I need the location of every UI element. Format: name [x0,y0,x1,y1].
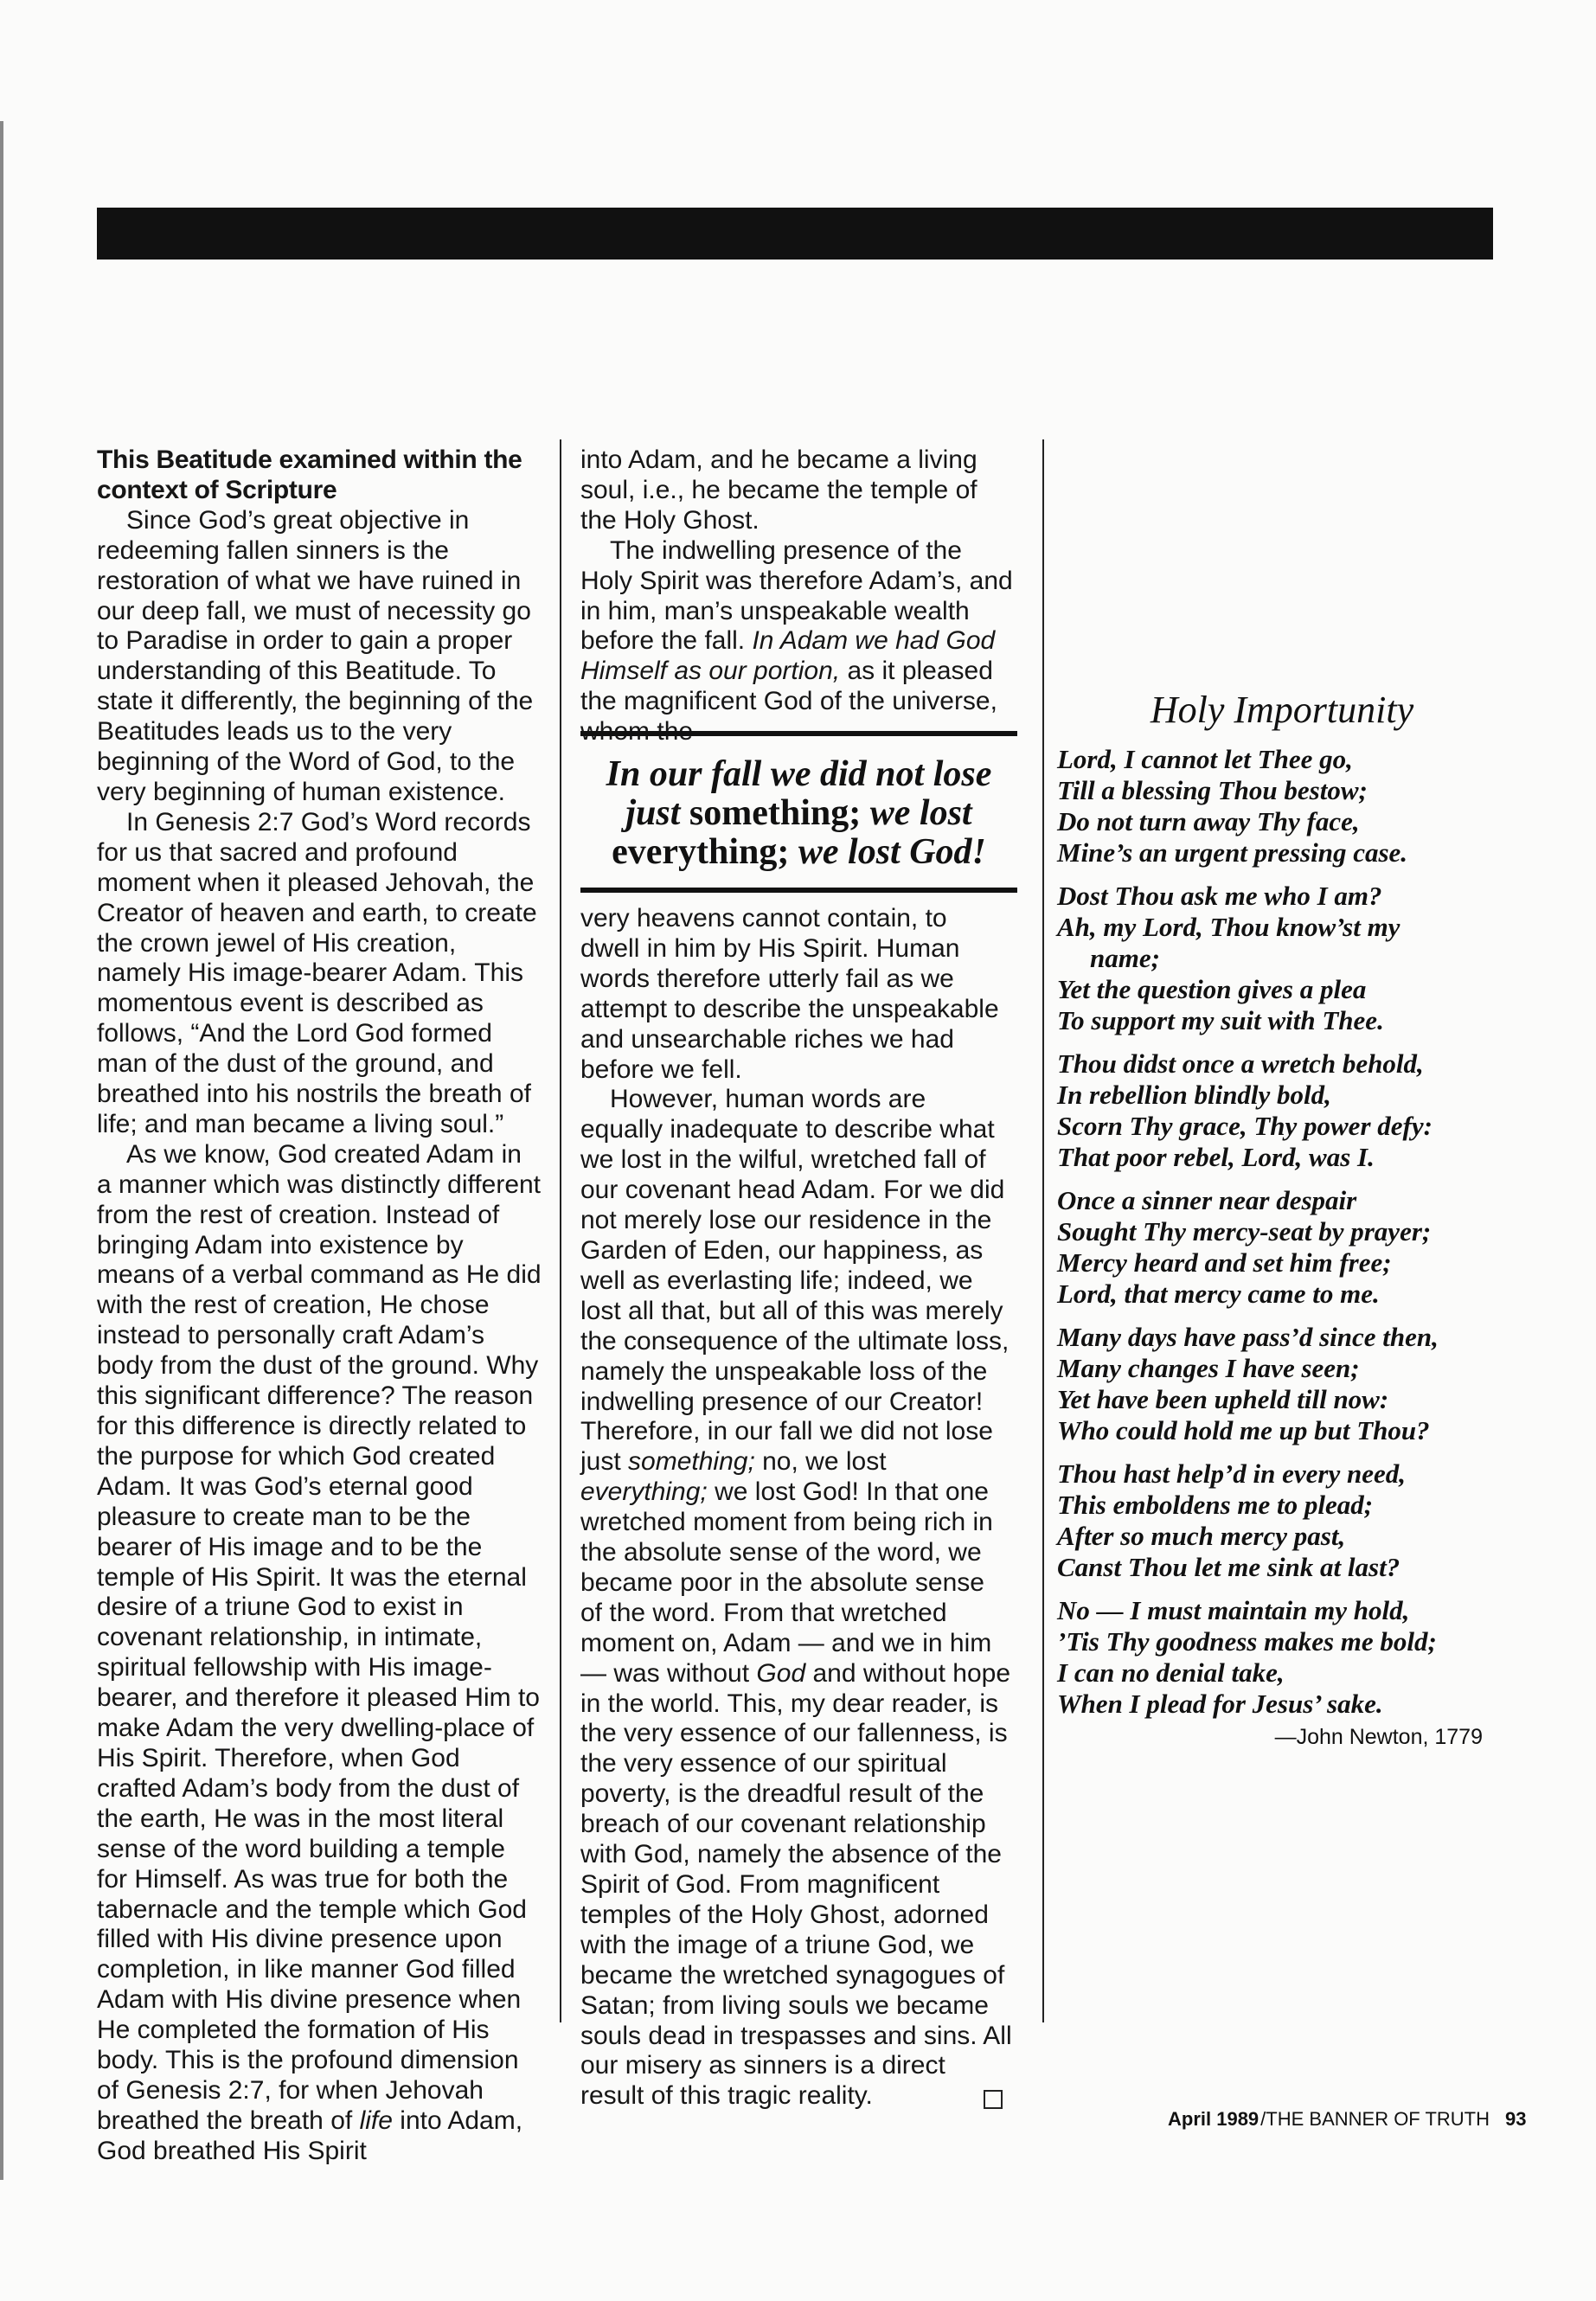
emphasis: life [359,2106,393,2135]
emphasis: In Adam we had God Himself as our portion, [580,626,996,686]
column-rule [560,439,561,2022]
poem-line: Ah, my Lord, Thou know’st my [1057,912,1401,942]
page-number: 93 [1505,2108,1527,2130]
poem-line: I can no denial take, [1057,1657,1285,1688]
poem-line: ’Tis Thy goodness makes me bold; [1057,1626,1437,1657]
poem-line: name; [1090,943,1160,973]
poem-line: When I plead for Jesus’ sake. [1057,1689,1383,1719]
stanza [1057,1322,1507,1446]
stanza [1057,744,1507,868]
stanza [1057,1458,1507,1583]
poem-line: Yet have been upheld till now: [1057,1384,1389,1414]
poem-line: This emboldens me to plead; [1057,1490,1374,1520]
article-column-1 [97,445,542,2167]
poem-attribution: —John Newton, 1779 [1274,1725,1483,1749]
poem-line: Thou hast help’d in every need, [1057,1458,1406,1489]
pull-quote-text: In our fall we did not lose just something; we lost everything; we lost God! [606,754,992,872]
poem-line: Lord, I cannot let Thee go, [1057,744,1353,774]
paragraph: However, human words are equally inadequate to describe what we lost in the wilful, wretched fall of our covenant head Adam. For we did not merely lose our residence in the Garden of Eden, our happiness, as well as everlasting life; indeed, we lost all that, but all of this was merely the consequence of the ultimate loss, namely the unspeakable loss of the indwelling presence of our Creator! Therefore, in our fall we did not lose just something; no, we lost everything; we lost God! In that one wretched moment from being rich in the absolute sense of the word, we became poor in the absolute sense of the word. From that wretched moment on, Adam — and we in him — was without God and without hope in the world. This, my dear reader, is the very essence of our fallenness, is the very essence of our spiritual poverty, is the dreadful result of the breach of our covenant relationship with God, namely the absence of the Spirit of God. From magnificent temples of the Holy Ghost, adorned with the image of a triune God, we became the wretched synagogues of Satan; from living souls we became souls dead in trespasses and sins. All our misery as sinners is a direct result of this tragic reality. [580,1085,1012,2111]
paragraph: As we know, God created Adam in a manner which was distinctly different from the rest of creation. Instead of bringing Adam into existence by means of a verbal command as He did with the rest of creation, He chose instead to personally craft Adam’s body from the dust of the ground. Why this significant difference? The reason for this difference is directly related to the purpose for which God created Adam. It was God’s eternal good pleasure to create man to be the bearer of His image and to be the temple of His Spirit. It was the eternal desire of a triune God to exist in covenant relationship, in intimate, spiritual fellowship with His image-bearer, and therefore it pleased Him to make Adam the very dwelling-place of His Spirit. Therefore, when God crafted Adam’s body from the dust of the earth, He was in the most literal sense of the word building a temple for Himself. As was true for both the tabernacle and the temple which God filled with His divine presence upon completion, in like manner God filled Adam with His divine presence when He completed the formation of His body. This is the profound dimension of Genesis 2:7, for when Jehovah breathed the breath of life into Adam, God breathed His Spirit [97,1139,542,2165]
poem-line: Thou didst once a wretch behold, [1057,1048,1424,1079]
poem-line: No — I must maintain my hold, [1057,1595,1410,1625]
end-mark-icon [984,2090,1003,2109]
section-heading: This Beatitude examined within the context of Scripture [97,445,522,504]
paragraph: very heavens cannot contain, to dwell in him by His Spirit. Human words therefore utterly fail as we attempt to describe the unspeakable and unsearchable riches we had before we fell. [580,904,999,1084]
poem-line: In rebellion blindly bold, [1057,1080,1331,1110]
pull-quote [580,731,1017,893]
poem-line: Lord, that mercy came to me. [1057,1279,1380,1309]
paragraph: In Genesis 2:7 God’s Word records for us that sacred and profound moment when it pleased Jehovah, the Creator of heaven and earth, to create the crown jewel of His creation, namely His image-bearer Adam. This momentous event is described as follows, “And the Lord God formed man of the dust of the ground, and breathed into his nostrils the breath of life; and man became a living soul.” [97,807,537,1138]
poem-line: Many days have pass’d since then, [1057,1322,1439,1352]
paragraph: into Adam, and he became a living soul, i.e., he became the temple of the Holy Ghost. [580,445,977,535]
poem-line: Till a blessing Thou bestow; [1057,775,1368,805]
poem-line: Mercy heard and set him free; [1057,1247,1392,1278]
stanza [1057,1595,1507,1720]
article-column-2 [580,445,1013,747]
scan-edge [0,121,3,2180]
pull-quote-rule [580,888,1017,893]
poem-line: Canst Thou let me sink at last? [1057,1552,1401,1582]
poem-line: Who could hold me up but Thou? [1057,1415,1430,1445]
poem-line: Once a sinner near despair [1057,1185,1357,1215]
magazine-name: /THE BANNER OF TRUTH [1260,2108,1490,2130]
poem-line: Dost Thou ask me who I am? [1057,881,1382,911]
paragraph: Since God’s great objective in redeeming fallen sinners is the restoration of what we have ruined in our deep fall, we must of necessity go to Paradise in order to gain a proper understanding of this Beatitude. To state it differently, the beginning of the Beatitudes leads us to the very beginning of the Word of God, to the very beginning of human existence. [97,505,534,806]
poem-title: Holy Importunity [1150,689,1414,731]
poem-line: After so much mercy past, [1057,1521,1346,1551]
poem-line: Many changes I have seen; [1057,1353,1360,1383]
poem-line: Yet the question gives a plea [1057,974,1367,1004]
header-bar [97,208,1493,260]
issue-date: April 1989 [1168,2108,1259,2130]
poem-line: To support my suit with Thee. [1057,1005,1384,1035]
poem-line: Scorn Thy grace, Thy power defy: [1057,1111,1433,1141]
poem-line: Sought Thy mercy-seat by prayer; [1057,1216,1432,1247]
poem-line: Do not turn away Thy face, [1057,806,1360,836]
page-footer [1168,2108,1526,2131]
poem-line: Mine’s an urgent pressing case. [1057,837,1408,868]
column-rule [1042,439,1044,2022]
article-column-2-continued [580,904,1013,2112]
stanza [1057,1048,1507,1173]
stanza [1057,881,1507,1036]
stanza [1057,1185,1507,1310]
poem-line: That poor rebel, Lord, was I. [1057,1142,1375,1172]
paragraph: The indwelling presence of the Holy Spirit was therefore Adam’s, and in him, man’s unspeakable wealth before the fall. In Adam we had God Himself as our portion, as it pleased the magnificent God of the universe, [580,535,1013,716]
poem [1057,688,1507,1750]
